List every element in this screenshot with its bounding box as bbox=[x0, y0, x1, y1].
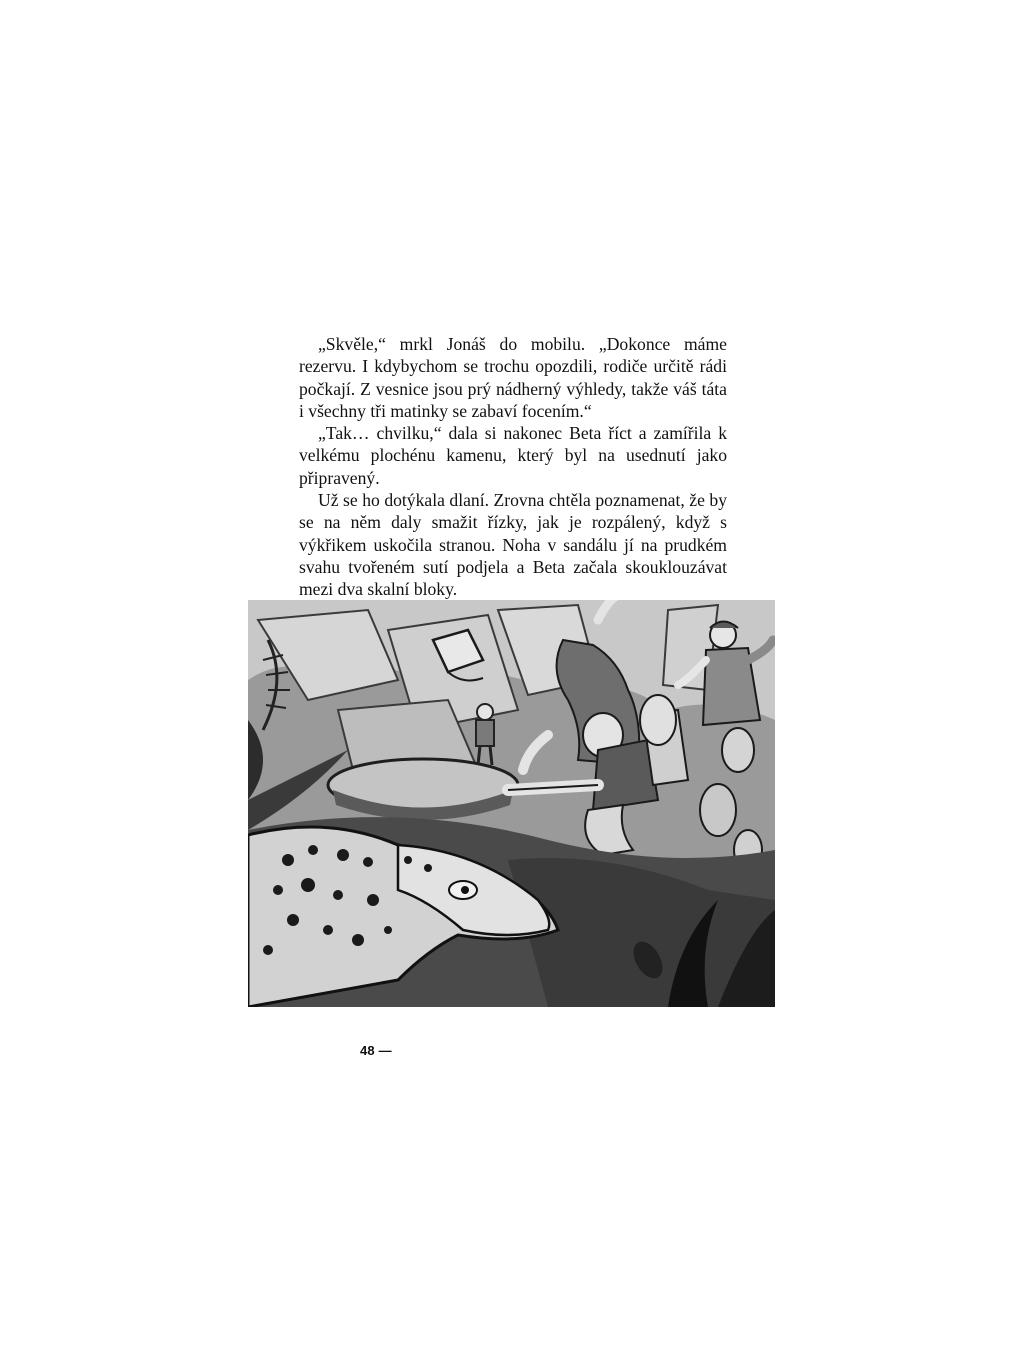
paragraph-3: Už se ho dotýkala dlaní. Zrovna chtěla poznamenat, že by se na něm daly smažit řízky, jak je rozpálený, když s výkřikem uskočila stranou. Noha v sandálu jí na prudkém svahu tvořeném sutí podjela a Beta začala skouklouzávat mezi dva skalní bloky. bbox=[299, 490, 727, 600]
story-illustration bbox=[248, 600, 775, 1007]
paragraph-1: „Skvěle,“ mrkl Jonáš do mobilu. „Dokonce máme rezervu. I kdybychom se trochu opozdili, rodiče určitě rádi počkají. Z vesnice jsou prý nádherný výhledy, takže váš táta i všechny tři matinky se zabaví focením.“ bbox=[299, 334, 727, 421]
flat-stone bbox=[328, 759, 518, 820]
paragraph-2: „Tak… chvilku,“ dala si nakonec Beta říct a zamířila k velkému plochénu kamenu, který byl na usednutí jako připravený. bbox=[299, 423, 727, 488]
body-text bbox=[299, 333, 727, 601]
page-number: 48 — bbox=[360, 1043, 392, 1058]
